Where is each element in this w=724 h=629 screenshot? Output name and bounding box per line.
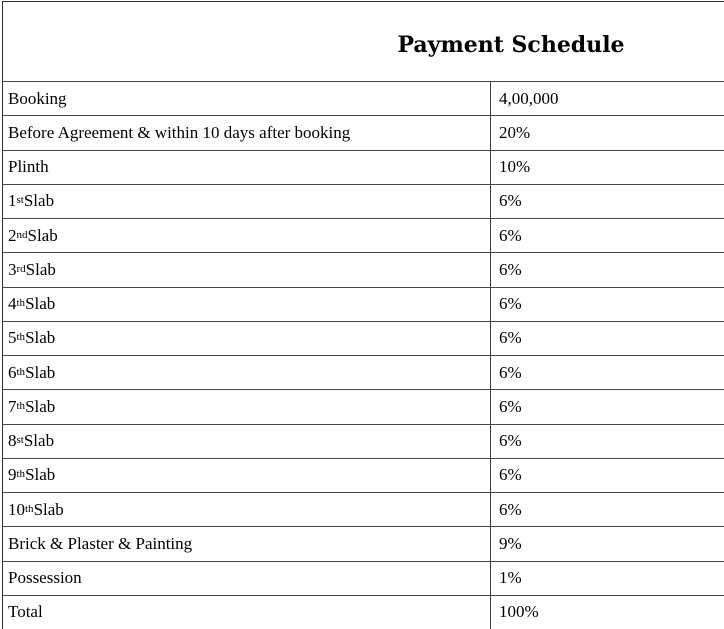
row-label: 5 $^{th}$ Slab xyxy=(2,322,491,355)
row-value: 10% xyxy=(499,157,531,177)
table-row xyxy=(2,287,724,321)
row-value: 100% xyxy=(499,602,539,622)
table-row xyxy=(2,150,724,184)
row-label xyxy=(2,596,491,629)
table-row xyxy=(2,492,724,526)
row-value: 6% xyxy=(499,191,522,211)
row-label-text: 8 xyxy=(8,431,17,451)
row-label-suffix: Slab xyxy=(25,294,56,314)
row-label-text: 2 xyxy=(8,225,17,245)
row-value: 6% xyxy=(499,396,522,416)
row-label-suffix: Slab xyxy=(25,465,56,485)
row-value: 6% xyxy=(499,431,522,451)
row-label-suffix: Slab xyxy=(27,225,58,245)
row-label: 8 $^{st}$ Slab xyxy=(2,425,491,458)
row-label-suffix: Slab xyxy=(25,259,56,279)
row-label-text: Plinth xyxy=(8,157,49,177)
row-value: 1% xyxy=(499,568,522,588)
row-label: 2 $^{nd}$ Slab xyxy=(2,219,491,252)
row-value: 6% xyxy=(499,225,522,245)
row-value: 9% xyxy=(499,533,522,553)
row-label-text: Brick & Plaster & Painting xyxy=(8,533,193,553)
table-row xyxy=(2,218,724,252)
table-row xyxy=(2,458,724,492)
table-row xyxy=(2,526,724,560)
row-label-text: 4 xyxy=(8,294,17,314)
table-row xyxy=(2,252,724,286)
row-value: 6% xyxy=(499,259,522,279)
table-row xyxy=(2,561,724,595)
row-label: 7 $^{th}$ Slab xyxy=(2,390,491,423)
row-value: 6% xyxy=(499,328,522,348)
row-value: 6% xyxy=(499,362,522,382)
payment-schedule-table xyxy=(2,81,724,629)
row-label xyxy=(2,82,491,115)
row-value: 20% xyxy=(499,122,531,142)
row-label-text: 10 xyxy=(8,499,25,519)
row-label-text: Total xyxy=(8,602,43,622)
row-value: 6% xyxy=(499,465,522,485)
table-row xyxy=(2,355,724,389)
row-label-text: 7 xyxy=(8,396,17,416)
row-label-suffix: Slab xyxy=(23,431,55,451)
row-label: 10 $^{th}$ Slab xyxy=(2,493,491,526)
page-title: Payment Schedule xyxy=(397,32,625,58)
row-label-text: Possession xyxy=(8,568,82,588)
row-label-suffix: Slab xyxy=(33,499,64,519)
row-label xyxy=(2,151,491,184)
row-value: 6% xyxy=(499,294,522,314)
row-value: 4,00,000 xyxy=(499,88,559,108)
table-row xyxy=(2,595,724,629)
row-label-text: 9 xyxy=(8,465,17,485)
table-row xyxy=(2,321,724,355)
row-label-suffix: Slab xyxy=(23,191,55,211)
table-row xyxy=(2,81,724,115)
row-label-text: 1 xyxy=(8,191,17,211)
row-label-suffix: Slab xyxy=(25,396,56,416)
table-row xyxy=(2,424,724,458)
table-row xyxy=(2,115,724,149)
row-value: 6% xyxy=(499,499,522,519)
row-label: 1 $^{st}$ Slab xyxy=(2,185,491,218)
row-label-text: Booking xyxy=(8,88,67,108)
row-label: 6 $^{th}$ Slab xyxy=(2,356,491,389)
row-label-text: 5 xyxy=(8,328,17,348)
row-label-text: Before Agreement & within 10 days after booking xyxy=(8,122,351,142)
row-label-text: 6 xyxy=(8,362,17,382)
row-label: 3 $^{rd}$ Slab xyxy=(2,253,491,286)
row-label: 9 $^{th}$ Slab xyxy=(2,459,491,492)
row-label xyxy=(2,116,491,149)
row-label: 4 $^{th}$ Slab xyxy=(2,288,491,321)
row-label xyxy=(2,527,491,560)
table-row xyxy=(2,184,724,218)
table-row xyxy=(2,389,724,423)
row-label xyxy=(2,562,491,595)
row-label-suffix: Slab xyxy=(25,328,56,348)
row-label-text: 3 xyxy=(8,259,17,279)
row-label-suffix: Slab xyxy=(25,362,56,382)
